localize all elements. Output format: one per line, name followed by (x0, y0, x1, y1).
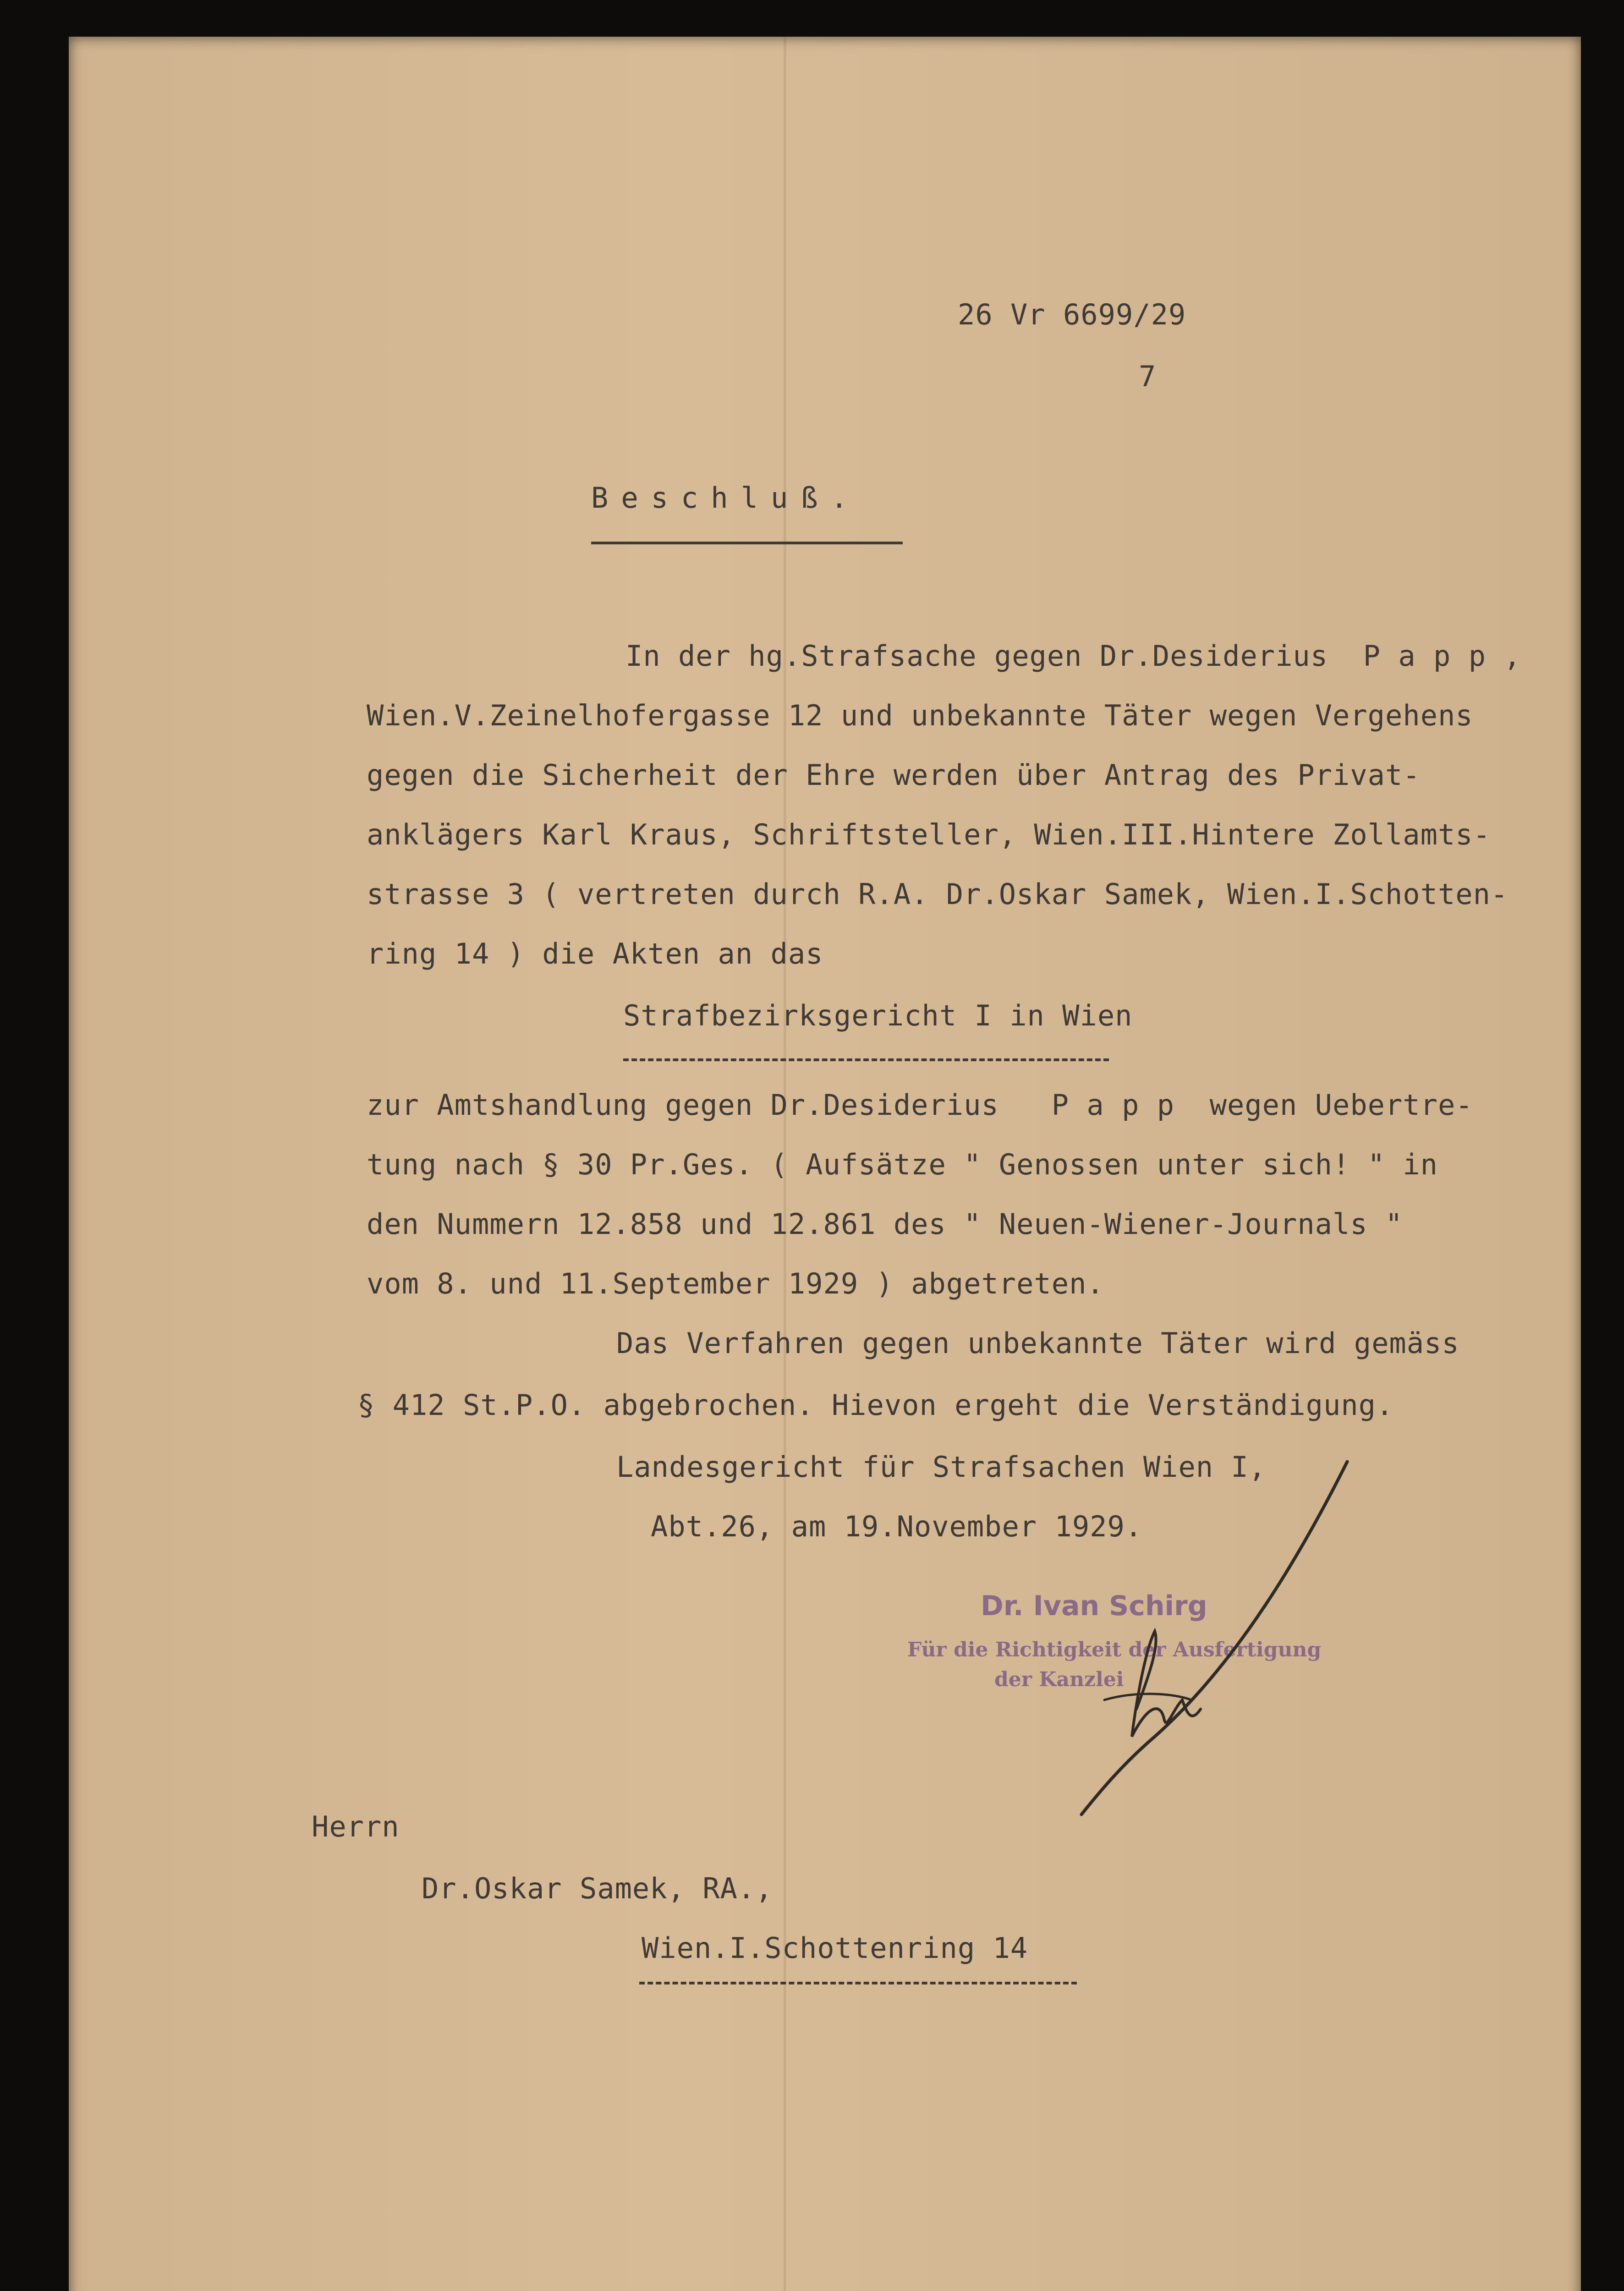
paragraph-1-line-1: In der hg.Strafsache gegen Dr.Desiderius P a p p , (625, 639, 1521, 673)
paragraph-2-line-1: zur Amtshandlung gegen Dr.Desiderius P a p p wegen Uebertre- (367, 1088, 1473, 1122)
stamp-name: Dr. Ivan Schirg (981, 1590, 1207, 1622)
paragraph-1-line-2: Wien.V.Zeinelhofergasse 12 und unbekannte Täter wegen Vergehens (367, 699, 1473, 732)
title-underline (591, 542, 903, 544)
file-number: 26 Vr 6699/29 (958, 298, 1186, 331)
paragraph-3-line-2: § 412 St.P.O. abgebrochen. Hievon ergeht die Verständigung. (357, 1388, 1394, 1422)
stamp-line-1: Für die Richtigkeit der Ausfertigung (907, 1638, 1322, 1661)
paragraph-1-line-3: gegen die Sicherheit der Ehre werden über Antrag des Privat- (367, 758, 1421, 792)
stamp-line-2: der Kanzlei (994, 1668, 1124, 1691)
paragraph-1-line-5: strasse 3 ( vertreten durch R.A. Dr.Oskar Samek, Wien.I.Schotten- (367, 877, 1509, 911)
court-underline (623, 1058, 1109, 1061)
paragraph-1-line-6: ring 14 ) die Akten an das (367, 937, 823, 970)
addressee-name: Dr.Oskar Samek, RA., (422, 1872, 773, 1905)
address-underline (639, 1982, 1077, 1984)
paragraph-3-line-1: Das Verfahren gegen unbekannte Täter wird gemäss (616, 1326, 1459, 1360)
page-number: 7 (1139, 360, 1157, 393)
addressee-address: Wien.I.Schottenring 14 (642, 1931, 1028, 1965)
paragraph-2-line-2: tung nach § 30 Pr.Ges. ( Aufsätze " Genossen unter sich! " in (367, 1148, 1438, 1181)
court-name: Strafbezirksgericht I in Wien (623, 999, 1133, 1032)
issue-date: Abt.26, am 19.November 1929. (651, 1510, 1143, 1543)
paragraph-2-line-4: vom 8. und 11.September 1929 ) abgetreten. (367, 1267, 1104, 1300)
court-place: Landesgericht für Strafsachen Wien I, (616, 1450, 1267, 1484)
paragraph-2-line-3: den Nummern 12.858 und 12.861 des " Neuen-Wiener-Journals " (367, 1207, 1403, 1241)
paragraph-1-line-4: anklägers Karl Kraus, Schriftsteller, Wien.III.Hintere Zollamts- (367, 818, 1491, 851)
document-title: Beschluß. (591, 481, 861, 515)
handwritten-signature (999, 1443, 1356, 1828)
salutation: Herrn (312, 1810, 400, 1843)
